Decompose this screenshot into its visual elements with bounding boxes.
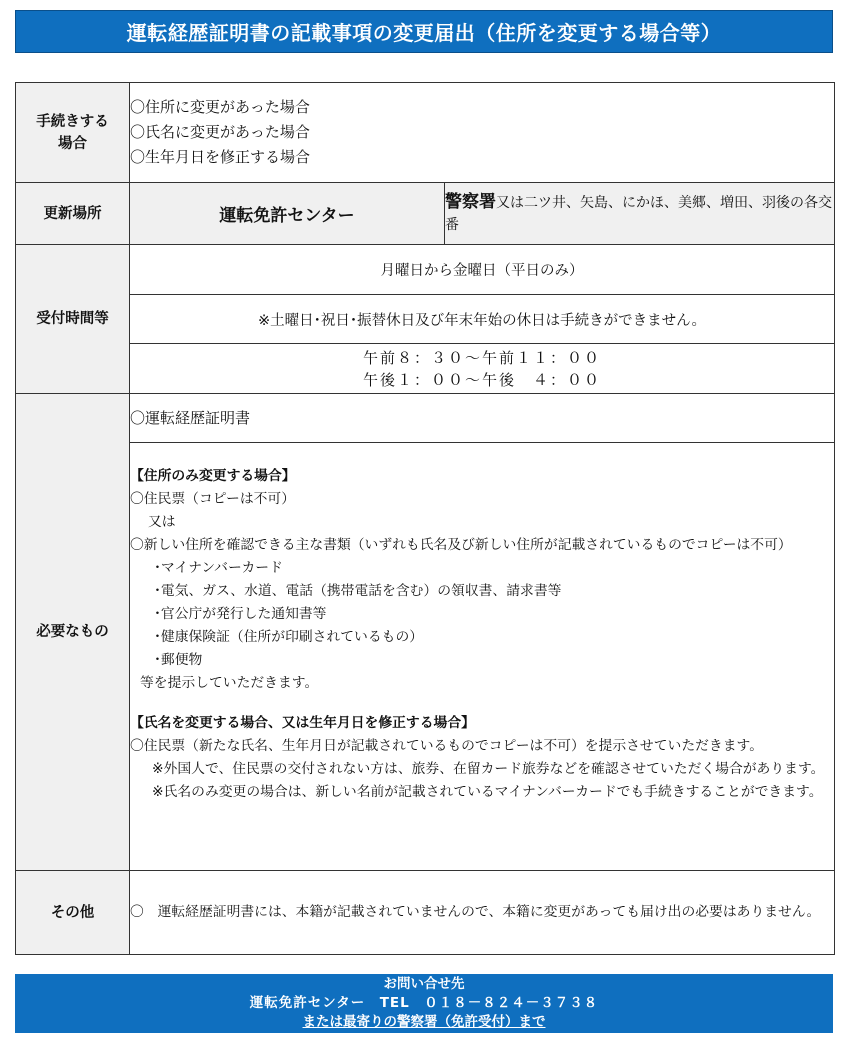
doc-item: ･郵便物 (154, 652, 203, 668)
venue-license-center: 運転免許センター (130, 183, 445, 245)
venue-label: 更新場所 (16, 183, 130, 245)
name-note: ※氏名のみ変更の場合は、新しい名前が記載されているマイナンバーカードでも手続きすることができます。 (152, 784, 823, 800)
hours-days-row (16, 245, 835, 295)
other-label: その他 (16, 871, 130, 955)
contact-alt: または最寄りの警察署（免許受付）まで (302, 1014, 546, 1030)
venue-police-strong: 警察署 (445, 192, 496, 212)
doc-item: ･健康保険証（住所が印刷されているもの） (154, 629, 424, 645)
address-heading: 【住所のみ変更する場合】 (130, 468, 296, 484)
contact-footer (15, 974, 833, 1033)
name-heading: 【氏名を変更する場合、又は生年月日を修正する場合】 (130, 715, 475, 731)
hours-am: 午前８：３０～午前１１：００ (363, 348, 602, 367)
hours-label: 受付時間等 (16, 245, 130, 394)
required-detail-row (16, 443, 835, 871)
doc-item: ･電気、ガス、水道、電話（携帯電話を含む）の領収書、請求書等 (154, 583, 562, 599)
name-resident: 〇住民票（新たな氏名、生年月日が記載されているものでコピーは不可）を提示させていただきます。 (130, 738, 763, 754)
other-row (16, 871, 835, 955)
procedure-row (16, 83, 835, 183)
page-title (15, 10, 833, 53)
required-first: 〇運転経歴証明書 (130, 394, 835, 443)
docs-intro: 〇新しい住所を確認できる主な書類（いずれも氏名及び新しい住所が記載されているものでコピーは不可） (130, 537, 792, 553)
venue-row (16, 183, 835, 245)
hours-times (130, 344, 835, 394)
page-title-text: 運転経歴証明書の記載事項の変更届出（住所を変更する場合等） (126, 21, 722, 45)
info-table (15, 82, 835, 955)
contact-phone: 運転免許センター TEL ０１８－８２４－３７３８ (249, 995, 599, 1011)
procedure-item: 〇氏名に変更があった場合 (130, 123, 310, 141)
doc-item: ･マイナンバーカード (154, 560, 283, 576)
venue-police (445, 183, 835, 245)
name-note: ※外国人で、住民票の交付されない方は、旅券、在留カード旅券などを確認させていただく場合があります。 (152, 761, 825, 777)
contact-heading: お問い合せ先 (383, 976, 465, 992)
procedure-items (130, 83, 835, 183)
required-first-row (16, 394, 835, 443)
required-label: 必要なもの (16, 394, 130, 871)
hours-times-row (16, 344, 835, 394)
procedure-label-line2: 場合 (58, 135, 87, 152)
hours-pm: 午後１：００～午後 ４：００ (363, 370, 602, 389)
hours-note: ※土曜日･祝日･振替休日及び年末年始の休日は手続きができません。 (130, 295, 835, 344)
required-details (130, 443, 835, 871)
procedure-item: 〇住所に変更があった場合 (130, 98, 310, 116)
hours-note-row (16, 295, 835, 344)
docs-outro: 等を提示していただきます。 (140, 675, 319, 691)
other-text: 〇 運転経歴証明書には、本籍が記載されていませんので、本籍に変更があっても届け出の必要はありません。 (130, 871, 835, 955)
doc-item: ･官公庁が発行した通知書等 (154, 606, 327, 622)
procedure-label (16, 83, 130, 183)
hours-days: 月曜日から金曜日（平日のみ） (130, 245, 835, 295)
procedure-item: 〇生年月日を修正する場合 (130, 148, 311, 166)
or-text: 又は (148, 514, 176, 530)
venue-police-rest: 又は二ツ井、矢島、にかほ、美郷、増田、羽後の各交番 (445, 195, 832, 233)
resident-card: 〇住民票（コピーは不可） (130, 491, 296, 507)
procedure-label-line1: 手続きする (36, 113, 109, 130)
